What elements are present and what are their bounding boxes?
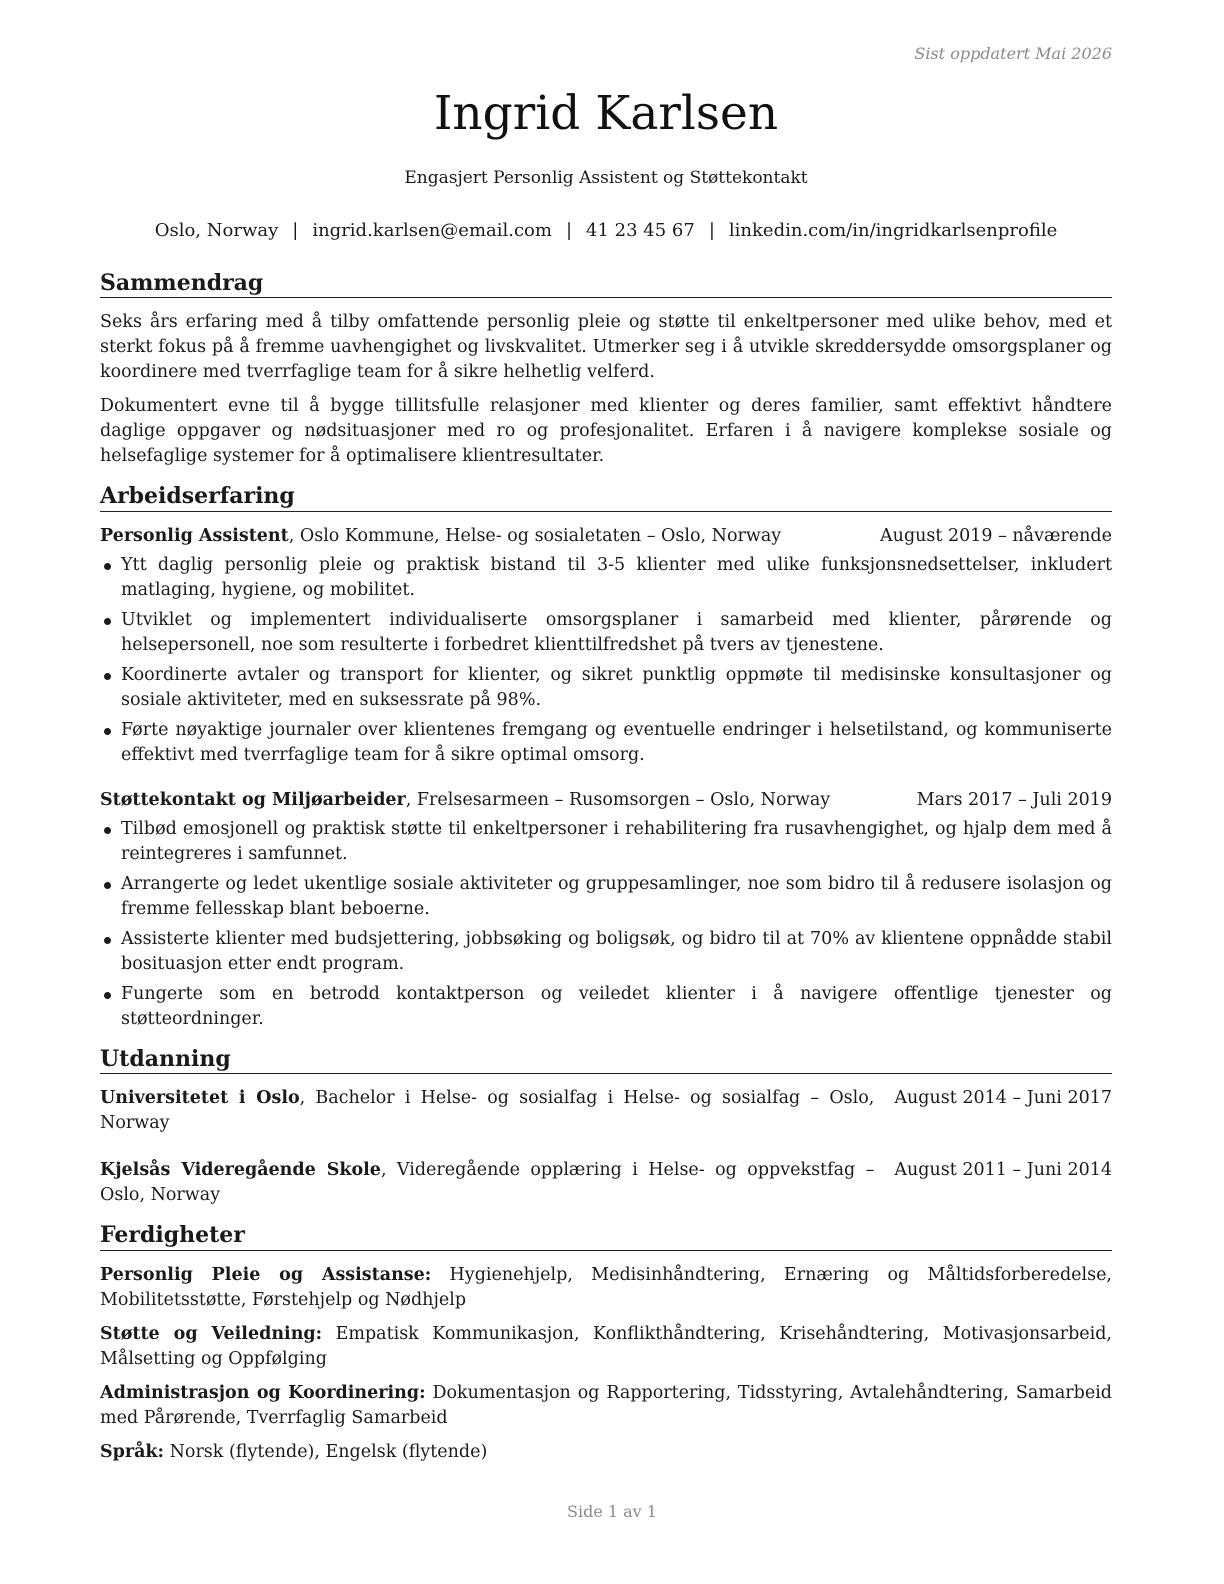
contact-location: Oslo, Norway [154, 220, 279, 241]
education-detail: , Videregående opplæring i Helse- og oppvekstfag – Oslo, Norway [100, 1160, 875, 1206]
list-item: Tilbød emosjonell og praktisk støtte til enkeltpersoner i rehabilitering fra rusavhengighet, og hjalp dem med å reintegreres i samfunnet. [100, 817, 1112, 867]
contact-line [100, 220, 1112, 241]
job-entry [100, 524, 1112, 768]
page-number: Side 1 av 1 [567, 1502, 657, 1521]
education-dates: August 2011 – Juni 2014 [894, 1160, 1112, 1181]
job-org: , Oslo Kommune, Helse- og sosialetaten – Oslo, Norway [288, 525, 782, 546]
skill-label: Støtte og Veiledning: [100, 1323, 323, 1344]
section-heading: Sammendrag [100, 270, 1112, 298]
skill-value: Hygienehjelp, Medisinhåndtering, Ernæring og Måltidsforberedelse, Mobilitetsstøtte, Førstehjelp og Nødhjelp [100, 1264, 1112, 1310]
tagline: Engasjert Personlig Assistent og Støttekontakt [404, 168, 808, 188]
job-header [100, 524, 1112, 549]
education-school: Universitetet i Oslo [100, 1088, 300, 1109]
contact-linkedin[interactable]: linkedin.com/in/ingridkarlsenprofile [728, 220, 1058, 241]
list-item: Ytt daglig personlig pleie og praktisk bistand til 3-5 klienter med ulike funksjonsnedsettelser, inkludert matlaging, hygiene, og mobilitet. [100, 553, 1112, 603]
list-item: Utviklet og implementert individualiserte omsorgsplaner i samarbeid med klienter, pårørende og helsepersonell, noe som resulterte i forbedret klienttilfredshet på tvers av tjenestene. [100, 608, 1112, 658]
education-school: Kjelsås Videregående Skole [100, 1160, 381, 1181]
skill-item [100, 1322, 1112, 1372]
contact-separator: | [708, 220, 715, 241]
contact-separator: | [565, 220, 573, 241]
job-title-line [100, 524, 880, 549]
summary-section [100, 270, 1112, 469]
list-item: Assisterte klienter med budsjettering, jobbsøking og boligsøk, og bidro til at 70% av klientene oppnådde stabil bosituasjon etter endt program. [100, 927, 1112, 977]
job-bullets [100, 817, 1112, 1032]
section-heading: Ferdigheter [100, 1222, 1112, 1250]
skill-item [100, 1440, 1112, 1465]
education-detail: , Bachelor i Helse- og sosialfag i Helse- og sosialfag – Oslo, Norway [100, 1088, 875, 1134]
education-section [100, 1046, 1112, 1208]
contact-email[interactable]: ingrid.karlsen@email.com [312, 220, 552, 241]
summary-paragraph: Seks års erfaring med å tilby omfattende personlig pleie og støtte til enkeltpersoner med ulike behov, med et sterkt fokus på å fremme uavhengighet og livskvalitet. Utmerker seg i å utvikle skreddersydde omsorgsplaner og koordinere med tverrfaglige team for å sikre helhetlig velferd. [100, 312, 1112, 383]
list-item: Fungerte som en betrodd kontaktperson og veiledet klienter i å navigere offentlige tjenester og støtteordninger. [100, 982, 1112, 1032]
education-entry [100, 1086, 1112, 1136]
skill-value: Norsk (flytende), Engelsk (flytende) [164, 1441, 488, 1462]
skill-label: Språk: [100, 1441, 165, 1462]
job-dates: August 2019 – nåværende [880, 525, 1112, 546]
skill-value: Empatisk Kommunikasjon, Konflikthåndtering, Krisehåndtering, Motivasjonsarbeid, Målsetting og Oppfølging [100, 1323, 1112, 1369]
contact-separator: | [292, 220, 299, 241]
section-heading: Utdanning [100, 1046, 1112, 1074]
candidate-name: Ingrid Karlsen [433, 86, 779, 141]
list-item: Arrangerte og ledet ukentlige sosiale aktiviteter og gruppesamlinger, noe som bidro til å redusere isolasjon og fremme fellesskap blant beboerne. [100, 872, 1112, 922]
list-item: Koordinerte avtaler og transport for klienter, og sikret punktlig oppmøte til medisinske konsultasjoner og sosiale aktiviteter, med en suksessrate på 98%. [100, 663, 1112, 713]
job-bullets [100, 553, 1112, 768]
job-entry [100, 788, 1112, 1032]
education-school-line [100, 1158, 894, 1208]
last-updated: Sist oppdatert Mai 2026 [914, 44, 1112, 63]
job-title-line [100, 788, 917, 813]
job-org: , Frelsesarmeen – Rusomsorgen – Oslo, Norway [405, 789, 831, 810]
skills-section [100, 1222, 1112, 1464]
skill-item [100, 1381, 1112, 1431]
job-title: Støttekontakt og Miljøarbeider [100, 789, 406, 810]
contact-phone: 41 23 45 67 [586, 220, 695, 241]
experience-section [100, 483, 1112, 1031]
resume-content [100, 270, 1112, 1479]
summary-paragraph: Dokumentert evne til å bygge tillitsfulle relasjoner med klienter og deres familier, samt effektivt håndtere daglige oppgaver og nødsituasjoner med ro og profesjonalitet. Erfaren i å navigere komplekse sosiale og helsefaglige systemer for å optimalisere klientresultater. [100, 396, 1112, 467]
skill-label: Administrasjon og Koordinering: [100, 1382, 426, 1403]
skill-label: Personlig Pleie og Assistanse: [100, 1264, 432, 1285]
list-item: Førte nøyaktige journaler over klientenes fremgang og eventuelle endringer i helsetilstand, og kommuniserte effektivt med tverrfaglige team for å sikre optimal omsorg. [100, 718, 1112, 768]
skill-item [100, 1263, 1112, 1313]
job-title: Personlig Assistent [100, 525, 289, 546]
job-header [100, 788, 1112, 813]
job-dates: Mars 2017 – Juli 2019 [916, 789, 1112, 810]
education-school-line [100, 1086, 894, 1136]
education-entry [100, 1158, 1112, 1208]
skill-value: Dokumentasjon og Rapportering, Tidsstyring, Avtalehåndtering, Samarbeid med Pårørende, Tverrfaglig Samarbeid [100, 1382, 1112, 1428]
education-dates: August 2014 – Juni 2017 [894, 1088, 1112, 1109]
section-heading: Arbeidserfaring [100, 483, 1112, 511]
